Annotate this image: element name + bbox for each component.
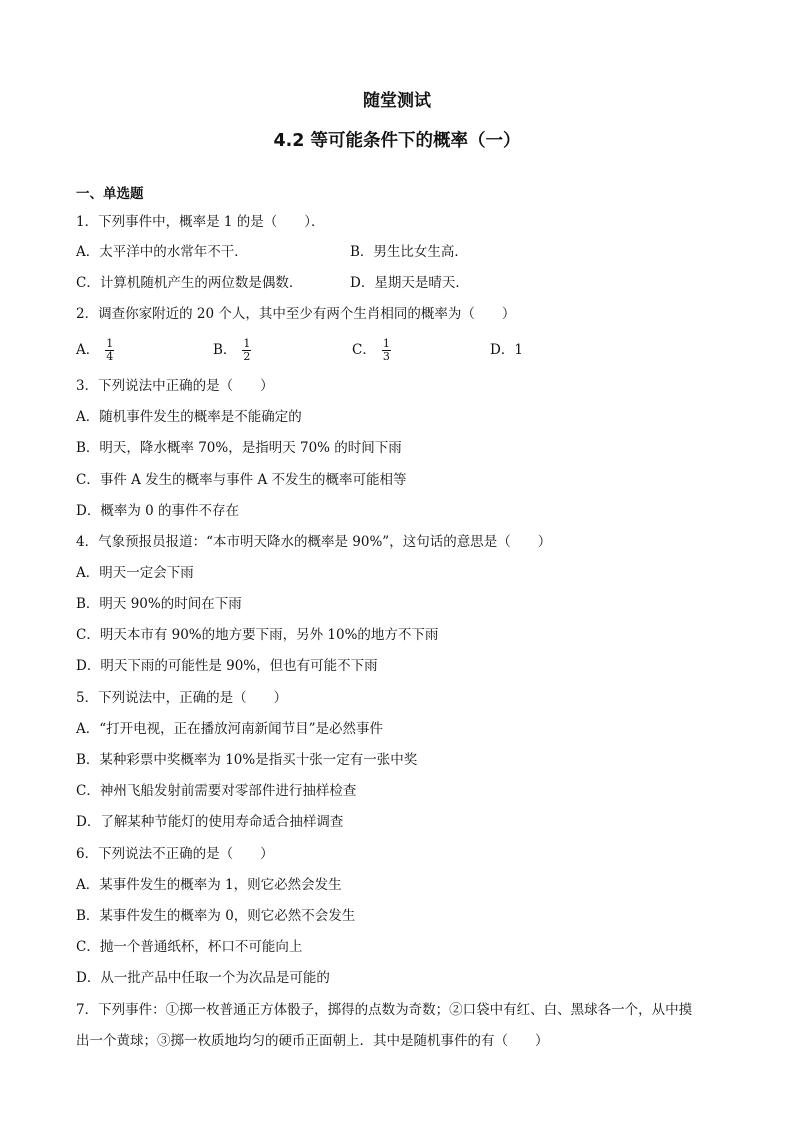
question-5-stem: 5．下列说法中，正确的是（ ） (76, 690, 288, 706)
question-6-option-c: C．抛一个普通纸杯，杯口不可能向上 (76, 939, 303, 955)
question-4-option-c: C．明天本市有 90%的地方要下雨，另外 10%的地方不下雨 (76, 627, 439, 643)
question-1-stem: 1．下列事件中，概率是 1 的是（ ）． (76, 214, 325, 230)
question-2-option-d: D．1 (490, 342, 523, 358)
question-3-option-d: D．概率为 0 的事件不存在 (76, 503, 239, 519)
section-heading: 一、单选题 (76, 186, 144, 202)
question-5-option-a: A．“打开电视，正在播放河南新闻节目”是必然事件 (76, 721, 384, 737)
page-title: 随堂测试 (363, 91, 431, 111)
fraction-one-half: $\frac{1}{2}$ (243, 337, 251, 363)
question-7-stem-line-1: 7．下列事件：①掷一枚普通正方体骰子，掷得的点数为奇数；②口袋中有红、白、黑球各一个，从中摸 (76, 1002, 693, 1018)
question-4-option-d: D．明天下雨的可能性是 90%，但也有可能不下雨 (76, 658, 378, 674)
question-4-stem: 4．气象预报员报道：“本市明天降水的概率是 90%”，这句话的意思是（ ） (76, 534, 552, 550)
question-6-option-b: B．某事件发生的概率为 0，则它必然不会发生 (76, 908, 356, 924)
page-subtitle: 4.2 等可能条件下的概率（一） (273, 131, 521, 151)
option-b-label: B． (213, 342, 237, 358)
question-3-option-b: B．明天，降水概率 70%，是指明天 70% 的时间下雨 (76, 440, 402, 456)
question-4-option-a: A．明天一定会下雨 (76, 565, 194, 581)
option-c-label: C． (352, 342, 376, 358)
question-1-option-a: A．太平洋中的水常年不干． (76, 244, 248, 260)
question-1-option-b: B．男生比女生高． (350, 244, 468, 260)
question-4-option-b: B．明天 90%的时间在下雨 (76, 596, 242, 612)
question-6-option-a: A．某事件发生的概率为 1，则它必然会发生 (76, 877, 342, 893)
question-2-option-c (352, 338, 391, 363)
question-6-option-d: D．从一批产品中任取一个为次品是可能的 (76, 970, 330, 986)
question-5-option-c: C．神州飞船发射前需要对零部件进行抽样检查 (76, 783, 357, 799)
question-5-option-d: D．了解某种节能灯的使用寿命适合抽样调查 (76, 814, 344, 830)
question-6-stem: 6．下列说法不正确的是（ ） (76, 846, 274, 862)
question-7-stem-line-2: 出一个黄球；③掷一枚质地均匀的硬币正面朝上．其中是随机事件的有（ ） (76, 1033, 549, 1049)
question-5-option-b: B．某种彩票中奖概率为 10%是指买十张一定有一张中奖 (76, 752, 418, 768)
fraction-one-third: $\frac{1}{3}$ (382, 337, 390, 363)
option-a-label: A． (76, 342, 100, 358)
question-3-option-c: C．事件 A 发生的概率与事件 A 不发生的概率可能相等 (76, 472, 407, 488)
question-1-option-d: D．星期天是晴天． (350, 275, 469, 291)
question-1-option-c: C．计算机随机产生的两位数是偶数． (76, 275, 303, 291)
question-2-stem: 2．调查你家附近的 20 个人，其中至少有两个生肖相同的概率为（ ） (76, 306, 516, 322)
question-3-option-a: A．随机事件发生的概率是不能确定的 (76, 409, 302, 425)
question-2-option-a (76, 338, 114, 363)
fraction-one-quarter: $\frac{1}{4}$ (106, 337, 114, 363)
question-3-stem: 3．下列说法中正确的是（ ） (76, 378, 274, 394)
question-2-option-b (213, 338, 251, 363)
